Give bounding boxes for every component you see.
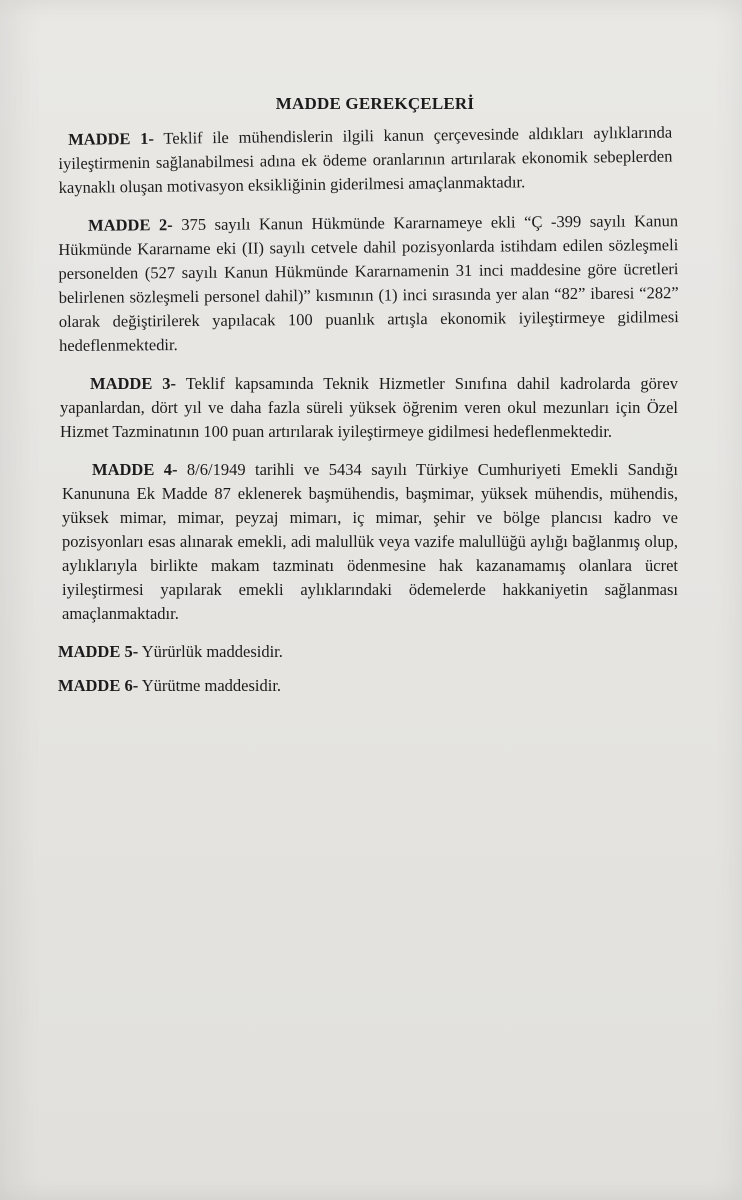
document-title: MADDE GEREKÇELERİ — [275, 94, 475, 113]
document-body — [58, 92, 678, 708]
article-1 — [58, 120, 679, 200]
article-text: Yürürlük maddesidir. — [141, 642, 283, 661]
article-4 — [58, 458, 678, 626]
article-heading: MADDE 3- — [90, 374, 177, 393]
article-heading: MADDE 6- — [58, 676, 139, 695]
article-heading: MADDE 4- — [92, 460, 178, 479]
article-text: Teklif ile mühendislerin ilgili kanun çerçevesinde aldıkları aylıklarında iyileştirmenin sağlanabilmesi adına ek ödeme oranlarının artırılarak ekonomik sebeplerden kaynaklı oluşan motivasyon eksikliğinin giderilmesi amaçlanmaktadır. — [58, 122, 673, 197]
article-text: Yürütme maddesidir. — [141, 676, 282, 695]
article-6 — [58, 674, 678, 698]
article-heading: MADDE 2- — [88, 215, 173, 235]
article-5 — [58, 640, 678, 664]
article-text: 8/6/1949 tarihli ve 5434 sayılı Türkiye Cumhuriyeti Emekli Sandığı Kanununa Ek Madde 87 eklenerek başmühendis, başmimar, yüksek mühendis, mühendis, yüksek mimar, mimar, peyzaj mimarı, iç mimar, şehir ve bölge plancısı kadro ve pozisyonları esas alınarak emekli, adi malullük veya vazife malullüğü aylığı bağlanmış olup, aylıklarıyla birlikte makam tazminatı ödenmesine hak kazanamamış olanlara ücret iyileştirmesi yapılarak emekli aylıklarındaki ödemelerde hakkaniyetin sağlanması amaçlanmaktadır. — [62, 460, 679, 623]
article-2 — [58, 209, 679, 358]
article-text: 375 sayılı Kanun Hükmünde Kararnameye ekli “Ç -399 sayılı Kanun Hükmünde Kararname eki (II) sayılı cetvele dahil pozisyonlarda istihdam edilen sözleşmeli personelden (527 sayılı Kanun Hükmünde Kararnamenin 31 inci maddesine göre ücretleri belirlenen sözleşmeli personel dahil)” kısmının (1) inci sırasında yer alan “82” ibaresi “282” olarak değiştirilerek yapılacak 100 puanlık artışla ekonomik iyileştirmeye gidilmesi hedeflenmektedir. — [58, 211, 679, 355]
article-text: Teklif kapsamında Teknik Hizmetler Sınıfına dahil kadrolarda görev yapanlardan, dört yıl ve daha fazla süreli yüksek öğrenim veren okul mezunları için Özel Hizmet Tazminatının 100 puan artırılarak iyileştirmeye gidilmesi hedeflenmektedir. — [60, 374, 678, 441]
article-heading: MADDE 1- — [68, 128, 155, 149]
article-3 — [58, 372, 678, 444]
article-heading: MADDE 5- — [58, 642, 139, 661]
